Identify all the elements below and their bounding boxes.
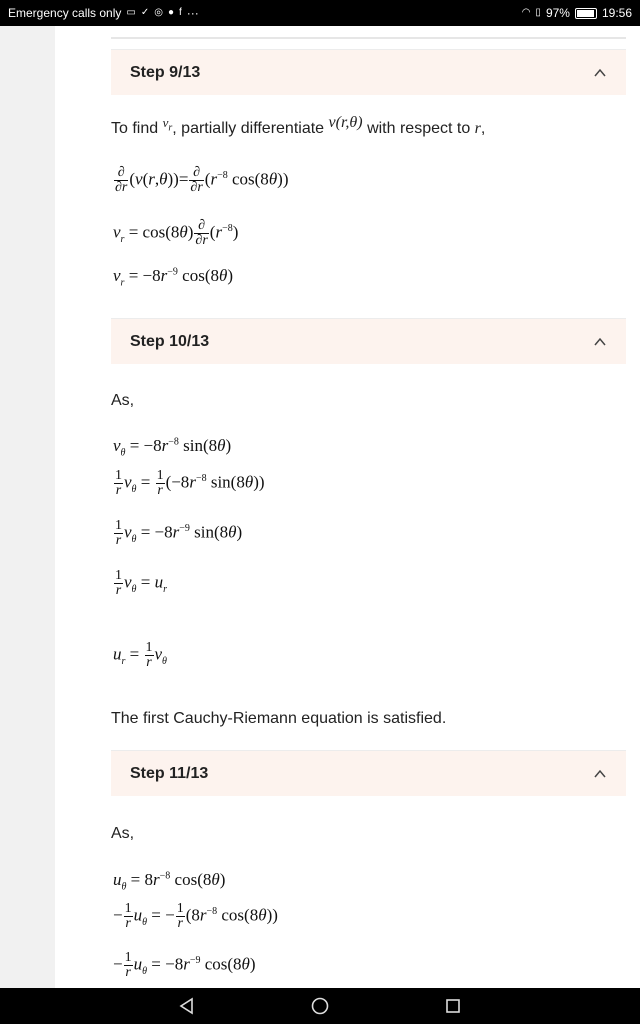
equation: − $\frac{1}{r}$ $u_\theta = -8r^{-9}$ cos(8θ) <box>113 950 256 980</box>
app-icon-2: ● <box>167 7 175 18</box>
step10-intro: As, <box>111 392 135 409</box>
equation: $\frac{1}{r}$ $v_\theta = -8r^{-9}$ sin(8θ) <box>115 518 243 548</box>
equation: $\frac{\partial}{\partial r}$ (v(r,θ))= $\frac{\partial}{\partial r}$ ($r^{-8}$ cos(8θ)) <box>115 165 289 195</box>
top-divider <box>111 37 626 39</box>
step-header-11[interactable] <box>111 750 626 796</box>
step-title: Step 9/13 <box>130 63 201 81</box>
step-header-9[interactable] <box>111 49 626 95</box>
back-triangle-icon <box>178 997 196 1015</box>
battery-icon <box>575 8 597 19</box>
step10-conclusion: The first Cauchy-Riemann equation is satisfied. <box>111 710 447 727</box>
recents-square-icon <box>444 997 462 1015</box>
check-icon: ✓ <box>140 7 150 18</box>
equation: − $\frac{1}{r}$ $u_\theta$ = − $\frac{1}{r}$ ($8r^{-8}$ cos(8θ)) <box>113 901 278 931</box>
chevron-up-icon[interactable] <box>594 67 606 79</box>
step-title: Step 10/13 <box>130 332 210 350</box>
home-circle-icon <box>310 996 330 1016</box>
equation: $\frac{1}{r}$ $v_\theta = u_r$ <box>115 568 167 598</box>
step-header-10[interactable] <box>111 318 626 364</box>
overflow-dots: ··· <box>186 6 199 20</box>
equation: $v_r = \cos(8\theta)$ $\frac{\partial}{\partial r}$ $(r^{-8})$ <box>113 218 239 248</box>
solution-content[interactable] <box>55 26 640 988</box>
equation: $u_r$ = $\frac{1}{r}$ $v_\theta$ <box>113 640 167 670</box>
left-gutter <box>0 26 55 988</box>
equation: $v_\theta = -8r^{-8}$ sin(8θ) <box>113 436 232 459</box>
navigation-bar <box>0 988 640 1024</box>
back-button[interactable] <box>175 994 199 1018</box>
recents-button[interactable] <box>441 994 465 1018</box>
home-button[interactable] <box>308 994 332 1018</box>
equation: $\frac{1}{r}$ $v_\theta$ = $\frac{1}{r}$ ($-8r^{-8}$ sin(8θ)) <box>115 468 265 498</box>
status-bar <box>0 0 640 26</box>
battery-percent: 97% <box>545 6 570 20</box>
carrier-text: Emergency calls only <box>8 6 122 20</box>
chevron-up-icon[interactable] <box>594 336 606 348</box>
facebook-icon: f <box>179 7 182 18</box>
chevron-up-icon[interactable] <box>594 768 606 780</box>
sim-icon: ▯ <box>535 7 541 18</box>
wifi-icon: ◠ <box>521 7 531 18</box>
step11-intro: As, <box>111 825 135 842</box>
app-icon: ◎ <box>154 7 163 18</box>
equation: $u_\theta = 8r^{-8}$ cos(8θ) <box>113 870 226 893</box>
step-title: Step 11/13 <box>130 764 209 782</box>
clock: 19:56 <box>601 6 632 20</box>
video-icon: ▭ <box>126 7 136 18</box>
equation: $v_r = -8r^{-9}$ cos(8θ) <box>113 266 234 289</box>
step9-intro: To find $^{v_r}$, partially differentiate v(r,θ) with respect to r, <box>111 114 486 137</box>
